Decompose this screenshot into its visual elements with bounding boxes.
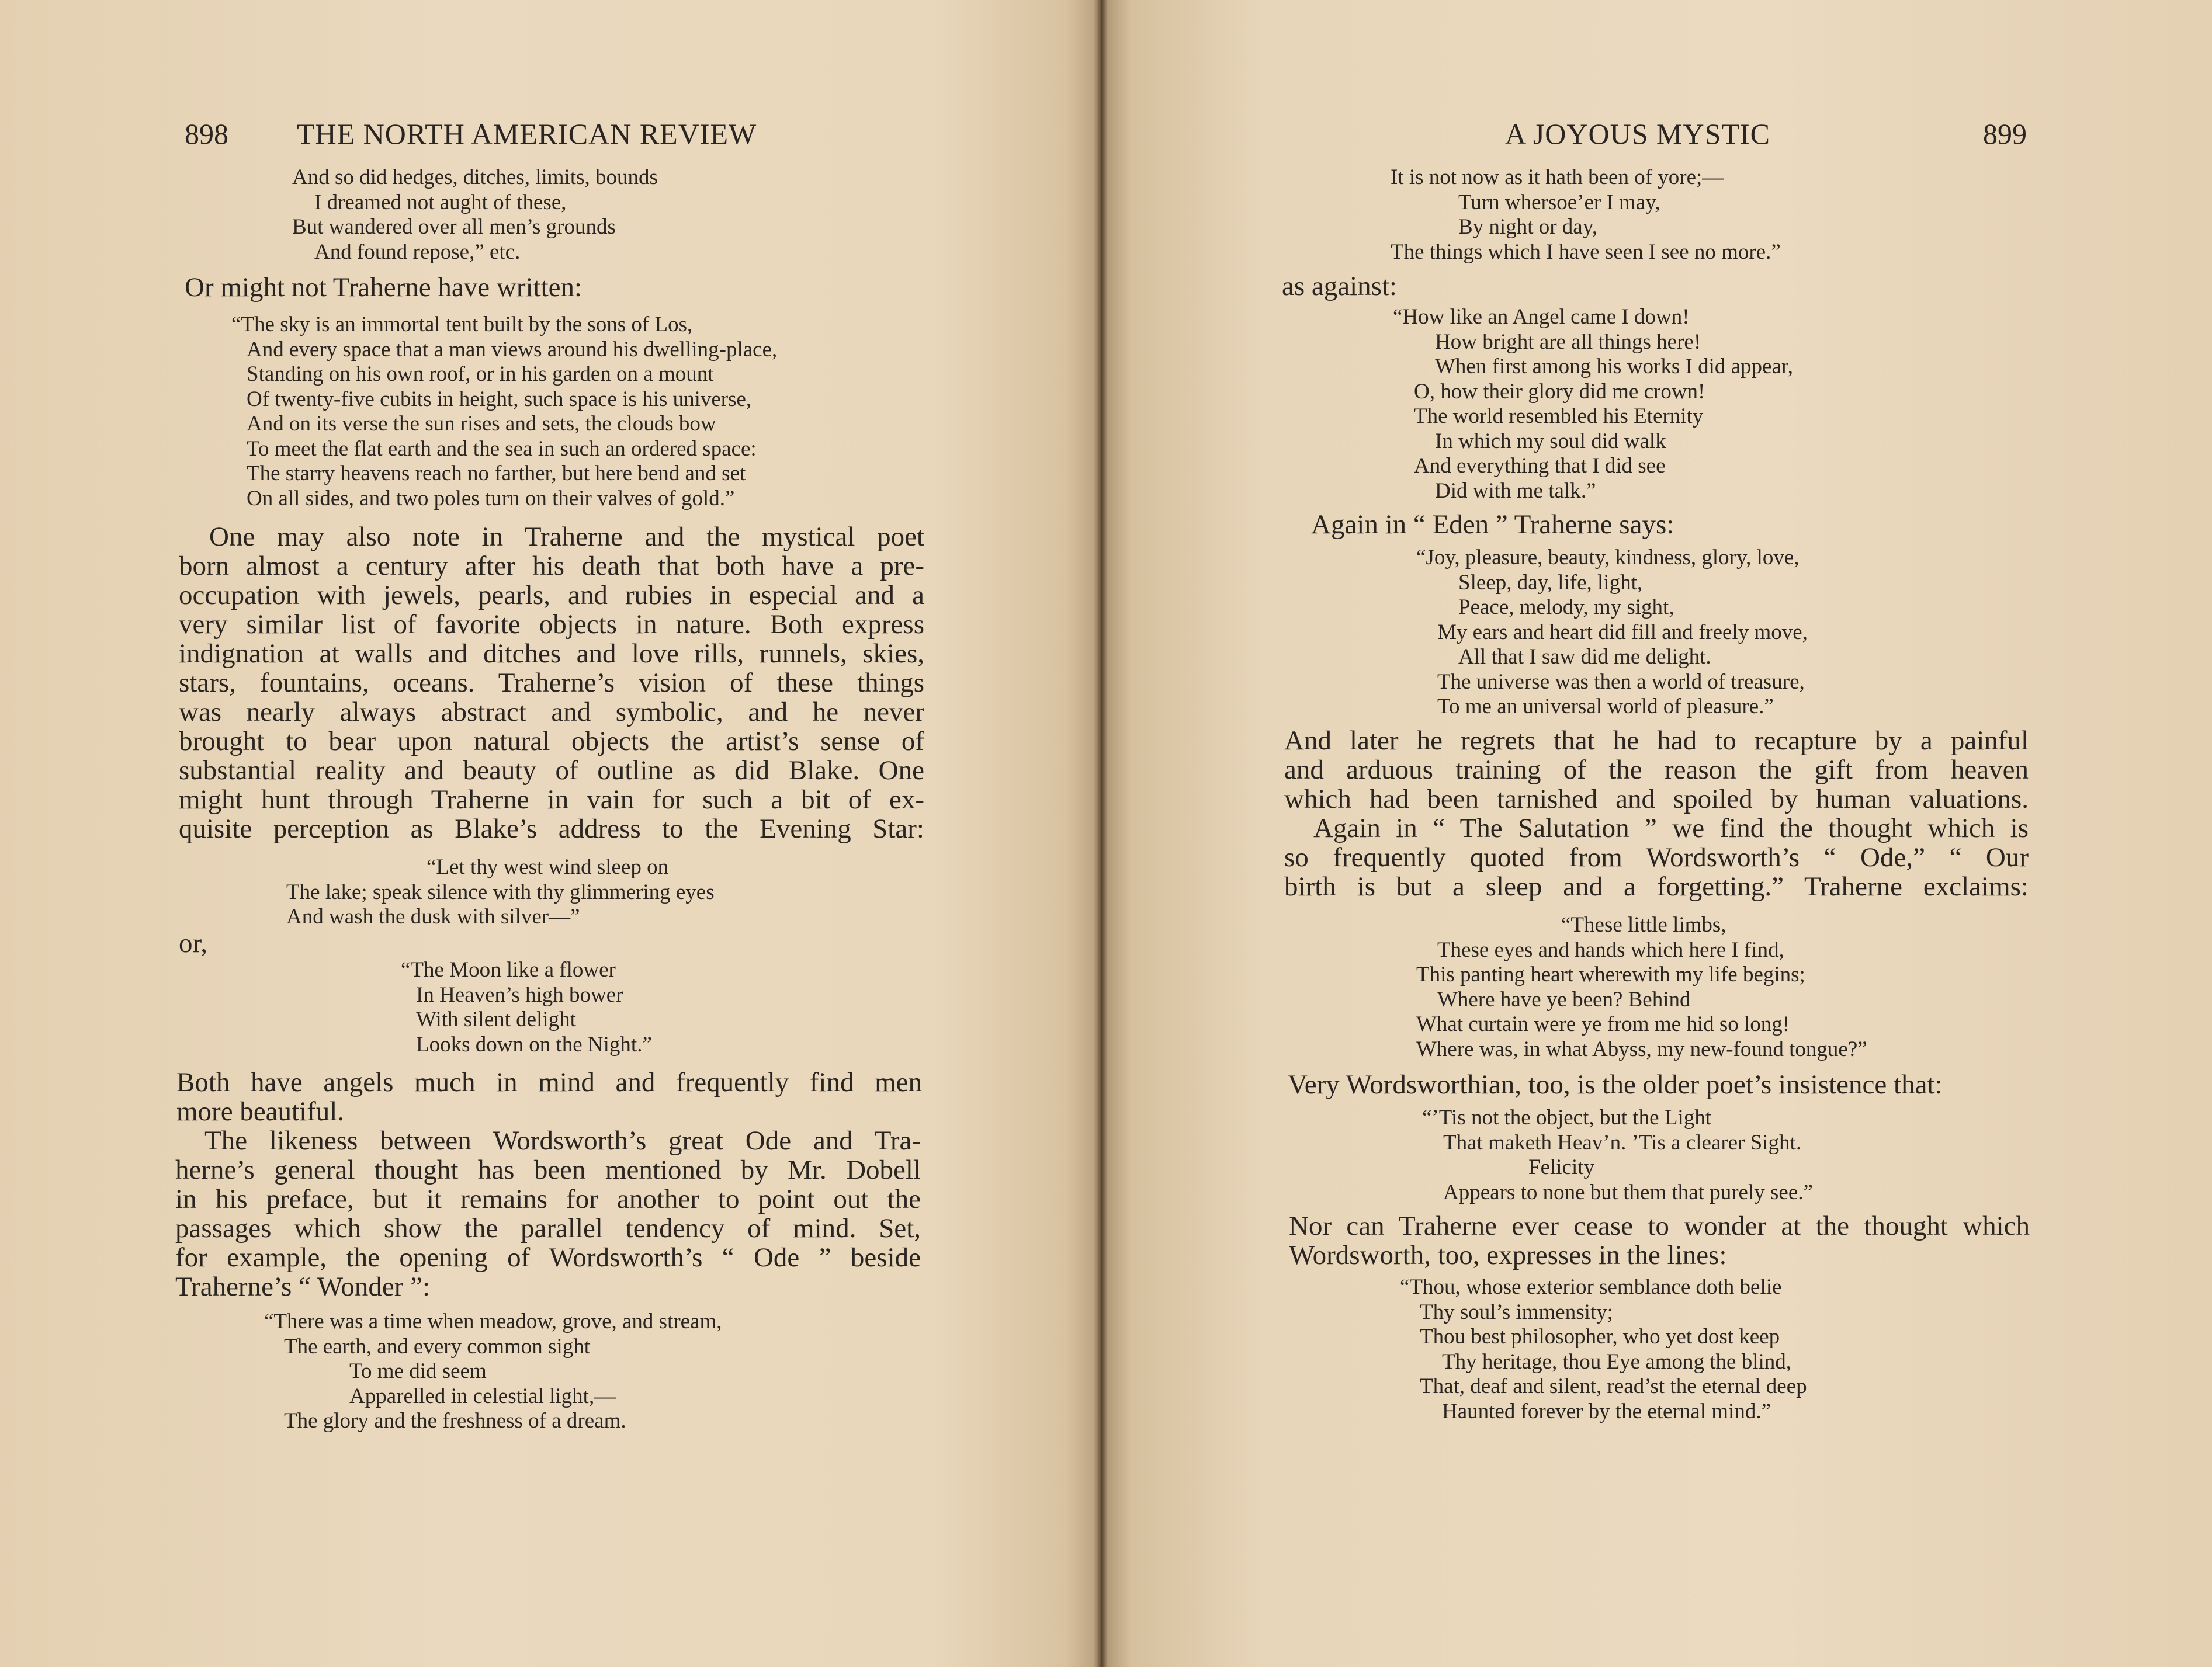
verse-line: The things which I have seen I see no more.”	[1391, 239, 1781, 264]
prose-line: Or might not Traherne have written:	[185, 272, 583, 303]
verse-line: The lake; speak silence with thy glimmering eyes	[286, 880, 715, 904]
verse-line: That maketh Heav’n. ’Tis a clearer Sight.	[1443, 1130, 1802, 1155]
verse-hedges	[292, 165, 658, 265]
verse-line: How bright are all things here!	[1435, 329, 1701, 354]
prose-very-wordsworthian	[1288, 1070, 1943, 1099]
verse-line: With silent delight	[416, 1008, 576, 1032]
verse-line: Where was, in what Abyss, my new-found tongue?”	[1416, 1037, 1867, 1061]
verse-line: Appears to none but them that purely see.”	[1443, 1180, 1813, 1204]
prose-later-regrets	[1284, 726, 2029, 901]
prose-line: Nor can Traherne ever cease to wonder at the thought which	[1289, 1211, 2030, 1241]
verse-line: “Joy, pleasure, beauty, kindness, glory, love,	[1416, 546, 1800, 569]
prose-line: quisite perception as Blake’s address to the Evening Star:	[179, 814, 924, 844]
prose-again-eden	[1311, 510, 1674, 539]
verse-line: In which my soul did walk	[1435, 429, 1666, 453]
verse-line: And so did hedges, ditches, limits, bounds	[292, 165, 658, 189]
verse-line: This panting heart wherewith my life begins;	[1416, 963, 1805, 987]
verse-line: Sleep, day, life, light,	[1458, 570, 1643, 595]
verse-line: “’Tis not the object, but the Light	[1422, 1106, 1712, 1130]
verse-line: Looks down on the Night.”	[416, 1032, 652, 1057]
prose-line: Very Wordsworthian, too, is the older poet’s insistence that:	[1288, 1069, 1943, 1100]
verse-line: My ears and heart did fill and freely move,	[1437, 620, 1808, 644]
prose-line: indignation at walls and ditches and love rills, runnels, skies,	[179, 638, 924, 669]
prose-line: so frequently quoted from Wordsworth’s “ Ode,” “ Our	[1284, 842, 2029, 873]
verse-line: Apparelled in celestial light,—	[349, 1384, 616, 1408]
verse-line: Peace, melody, my sight,	[1458, 595, 1674, 619]
running-head-left: THE NORTH AMERICAN REVIEW	[297, 117, 757, 150]
prose-line: or,	[179, 928, 208, 958]
prose-or	[179, 929, 207, 958]
verse-line: Thy soul’s immensity;	[1420, 1300, 1613, 1324]
verse-line: Did with me talk.”	[1435, 478, 1596, 503]
verse-line: On all sides, and two poles turn on their valves of gold.”	[247, 486, 735, 510]
verse-line: The earth, and every common sight	[284, 1334, 590, 1359]
verse-line: “The sky is an immortal tent built by the sons of Los,	[231, 312, 693, 336]
prose-line: was nearly always abstract and symbolic, and he never	[179, 697, 924, 727]
prose-line: for example, the opening of Wordsworth’s “ Ode ” beside	[175, 1242, 921, 1273]
prose-line: more beautiful.	[176, 1096, 345, 1127]
prose-wordsworth-ode	[175, 1126, 921, 1301]
verse-line: These eyes and hands which here I find,	[1437, 937, 1784, 962]
verse-line: And everything that I did see	[1414, 454, 1666, 478]
verse-line: Thy heritage, thou Eye among the blind,	[1442, 1349, 1792, 1374]
verse-angel-came	[1393, 305, 1793, 503]
prose-line: brought to bear upon natural objects the artist’s sense of	[179, 726, 924, 756]
verse-line: Of twenty-five cubits in height, such space is his universe,	[247, 387, 752, 411]
verse-line: All that I saw did me delight.	[1458, 645, 1711, 669]
prose-line: Traherne’s “ Wonder ”:	[175, 1272, 431, 1302]
verse-moon-flower	[401, 958, 652, 1057]
verse-joy-pleasure	[1416, 546, 1808, 720]
prose-line: Both have angels much in mind and frequently find men	[176, 1067, 922, 1098]
verse-line: The starry heavens reach no farther, but here bend and set	[247, 461, 746, 485]
verse-line: And wash the dusk with silver—”	[286, 905, 580, 929]
verse-line: When first among his works I did appear,	[1435, 355, 1793, 378]
book-gutter	[1094, 0, 1108, 1667]
verse-little-limbs	[1416, 913, 1867, 1062]
verse-line: In Heaven’s high bower	[416, 982, 623, 1007]
prose-line: birth is but a sleep and a forgetting.” Traherne exclaims:	[1284, 871, 2029, 902]
verse-line: And every space that a man views around his dwelling-place,	[247, 337, 778, 362]
prose-line: substantial reality and beauty of outline as did Blake. One	[179, 755, 924, 786]
prose-nor-can-traherne	[1289, 1211, 2030, 1270]
verse-line: Haunted forever by the eternal mind.”	[1442, 1399, 1771, 1423]
verse-line: What curtain were ye from me hid so long!	[1416, 1012, 1790, 1036]
verse-line: “Thou, whose exterior semblance doth belie	[1400, 1275, 1782, 1299]
prose-line: The likeness between Wordsworth’s great Ode and Tra-	[204, 1126, 921, 1156]
prose-traherne-written	[185, 273, 582, 302]
verse-line: “These little limbs,	[1561, 913, 1726, 937]
page-number-left: 898	[185, 117, 228, 150]
verse-line: Where have ye been? Behind	[1437, 987, 1691, 1012]
prose-angels	[176, 1068, 922, 1126]
page-number-right: 899	[1983, 117, 2027, 150]
verse-line: It is not now as it hath been of yore;—	[1391, 165, 1724, 189]
verse-line: “How like an Angel came I down!	[1393, 305, 1690, 329]
verse-thou-whose-exterior	[1400, 1275, 1807, 1424]
running-head-right: A JOYOUS MYSTIC	[1505, 117, 1770, 150]
verse-line: “The Moon like a flower	[401, 958, 616, 982]
verse-line: Thou best philosopher, who yet dost keep	[1420, 1325, 1780, 1349]
prose-line: Wordsworth, too, expresses in the lines:	[1289, 1240, 1727, 1270]
verse-line: And on its verse the sun rises and sets, the clouds bow	[247, 412, 716, 436]
verse-line: Standing on his own roof, or in his garden on a mount	[247, 362, 714, 386]
verse-line: The universe was then a world of treasure,	[1437, 669, 1805, 694]
prose-line: which had been tarnished and spoiled by human valuations.	[1284, 784, 2029, 814]
verse-line: “Let thy west wind sleep on	[427, 855, 669, 879]
verse-evening-star	[286, 855, 715, 930]
prose-line: Again in “ Eden ” Traherne says:	[1311, 509, 1674, 540]
verse-line: The glory and the freshness of a dream.	[284, 1409, 626, 1433]
prose-line: as against:	[1282, 271, 1398, 301]
verse-line: “There was a time when meadow, grove, and stream,	[264, 1310, 722, 1333]
prose-line: occupation with jewels, pearls, and rubies in especial and a	[179, 580, 924, 610]
verse-line: I dreamed not aught of these,	[314, 190, 567, 214]
verse-line: That, deaf and silent, read’st the eternal deep	[1420, 1374, 1807, 1398]
verse-line: O, how their glory did me crown!	[1414, 379, 1705, 404]
prose-line: One may also note in Traherne and the mystical poet	[209, 522, 924, 552]
verse-not-now	[1391, 165, 1781, 265]
verse-line: Turn whersoe’er I may,	[1458, 190, 1660, 214]
verse-line: By night or day,	[1458, 215, 1598, 239]
verse-line: And found repose,” etc.	[314, 239, 521, 264]
prose-line: might hunt through Traherne in vain for such a bit of ex-	[179, 784, 924, 815]
verse-line: To me an universal world of pleasure.”	[1437, 694, 1774, 718]
verse-not-the-object	[1422, 1106, 1813, 1205]
verse-line: But wandered over all men’s grounds	[292, 215, 616, 239]
verse-line: Felicity	[1528, 1155, 1595, 1179]
prose-line: in his preface, but it remains for another to point out the	[175, 1184, 921, 1214]
verse-line: To me did seem	[349, 1359, 487, 1383]
verse-line: To meet the flat earth and the sea in such an ordered space:	[247, 436, 757, 461]
verse-there-was-a-time	[264, 1310, 722, 1434]
prose-line: Again in “ The Salutation ” we find the thought which is	[1313, 813, 2029, 843]
prose-mystical-poet	[179, 522, 924, 843]
verse-line: The world resembled his Eternity	[1414, 404, 1704, 428]
prose-line: stars, fountains, oceans. Traherne’s vision of these things	[179, 668, 924, 698]
prose-line: born almost a century after his death that both have a pre-	[179, 551, 924, 581]
prose-line: passages which show the parallel tendency of mind. Set,	[175, 1213, 921, 1244]
verse-sky-tent	[231, 312, 777, 511]
prose-line: very similar list of favorite objects in nature. Both express	[179, 609, 924, 640]
prose-as-against	[1282, 272, 1397, 301]
prose-line: and arduous training of the reason the gift from heaven	[1284, 755, 2029, 785]
prose-line: herne’s general thought has been mentioned by Mr. Dobell	[175, 1155, 921, 1185]
prose-line: And later he regrets that he had to recapture by a painful	[1284, 725, 2029, 756]
